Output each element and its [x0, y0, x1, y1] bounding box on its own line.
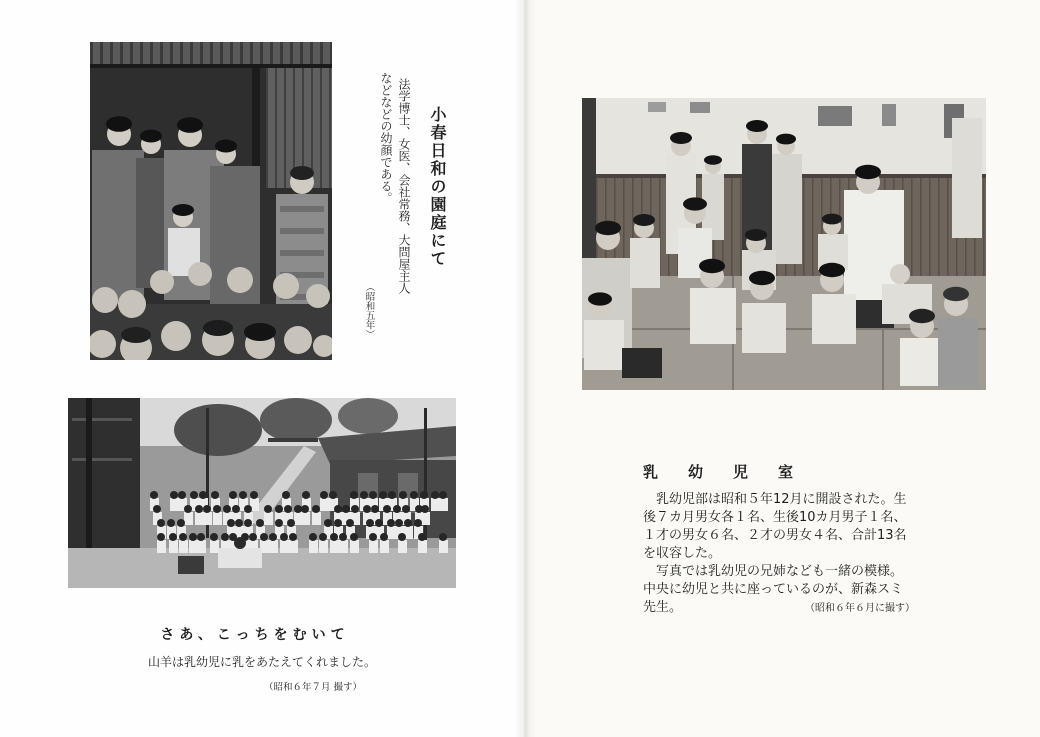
child-clothes: [264, 512, 273, 525]
figure-body: [844, 190, 904, 300]
nursery-caption-line: 中央に幼児と共に座っているのが、新森スミ: [643, 582, 904, 597]
roof-tile-gap: [280, 42, 283, 66]
tree: [174, 404, 262, 456]
child-head: [260, 533, 268, 541]
tree: [338, 398, 398, 434]
lattice-bar: [320, 68, 322, 188]
child-head: [287, 519, 295, 527]
child-head: [195, 505, 203, 513]
child-clothes: [319, 540, 328, 553]
child-head: [227, 267, 253, 293]
child-head: [284, 326, 312, 354]
kimono-pattern: [280, 250, 324, 256]
curtain: [952, 118, 982, 238]
child-head: [184, 505, 192, 513]
hair: [683, 197, 707, 210]
plank-seam: [812, 176, 814, 276]
child-head: [329, 491, 337, 499]
roof-tile-gap: [110, 42, 113, 66]
roof-tile-gap: [270, 42, 273, 66]
child-clothes: [421, 512, 430, 525]
hair: [745, 229, 767, 241]
hair: [943, 287, 969, 301]
child-head: [213, 505, 221, 513]
figure-body: [772, 154, 802, 264]
child-head: [280, 533, 288, 541]
baby-face: [890, 264, 910, 284]
bottom-caption-date: （昭和６年７月 撮す）: [264, 682, 363, 693]
roof-tile-gap: [250, 42, 253, 66]
lattice-bar: [329, 68, 331, 188]
figure-body: [690, 288, 736, 344]
nursery-caption-title: 乳幼児室: [643, 463, 824, 481]
hair: [749, 271, 775, 285]
seated-adult: [218, 548, 262, 568]
roof-tile-gap: [140, 42, 143, 66]
book-gutter: [514, 0, 536, 737]
kimono-pattern: [280, 228, 324, 234]
child-head: [399, 491, 407, 499]
child-head: [402, 505, 410, 513]
child-head: [294, 505, 302, 513]
child-clothes: [431, 498, 440, 511]
hair: [172, 204, 194, 216]
child-head: [239, 491, 247, 499]
roof-tile-gap: [130, 42, 133, 66]
child-head: [199, 491, 207, 499]
child-head: [232, 505, 240, 513]
eave-edge: [90, 64, 332, 68]
child-head: [334, 505, 342, 513]
child-clothes: [330, 540, 339, 553]
hair: [746, 120, 768, 132]
child-head: [395, 519, 403, 527]
plank-seam: [938, 176, 940, 276]
hair: [121, 327, 151, 343]
child-head: [388, 491, 396, 499]
top-caption-line: などなどの幼顔である。: [379, 72, 393, 204]
building-beam: [72, 418, 132, 421]
roof-tile-gap: [200, 42, 203, 66]
child-clothes: [170, 498, 179, 511]
child-head: [197, 533, 205, 541]
wall-picture: [690, 102, 710, 113]
hair: [290, 166, 314, 180]
child-head: [161, 321, 191, 351]
plank-seam: [740, 176, 742, 276]
child-head: [153, 505, 161, 513]
child-clothes: [339, 540, 348, 553]
hair: [909, 309, 935, 323]
figure-body: [812, 294, 856, 344]
roof-tile-gap: [160, 42, 163, 66]
nursery-caption-line: １才の男女６名、２才の男女４名、合計13名: [643, 528, 907, 543]
roof-tile-gap: [290, 42, 293, 66]
child-clothes: [189, 540, 198, 553]
hair: [704, 155, 722, 165]
child-clothes: [197, 540, 206, 553]
roof-tile-gap: [240, 42, 243, 66]
nursery-caption-line: 乳幼児部は昭和５年12月に開設された。生: [643, 492, 907, 507]
toy-animal: [622, 348, 662, 378]
child-head: [273, 273, 299, 299]
roof-tile-gap: [190, 42, 193, 66]
child-head: [150, 270, 174, 294]
roof-tile-gap: [90, 42, 93, 66]
plank-seam: [947, 176, 949, 276]
wall-picture: [882, 104, 896, 126]
slide-rail: [268, 438, 318, 442]
child-head: [244, 519, 252, 527]
child-head: [309, 533, 317, 541]
child-head: [369, 533, 377, 541]
roof-tile-gap: [260, 42, 263, 66]
child-head: [302, 491, 310, 499]
child-head: [366, 519, 374, 527]
photo-playground-image: [68, 398, 456, 588]
wall-picture: [648, 102, 666, 112]
child-head: [360, 491, 368, 499]
child-head: [420, 491, 428, 499]
hair: [822, 214, 842, 225]
hair: [177, 117, 203, 133]
child-clothes: [269, 540, 278, 553]
hair: [670, 132, 692, 144]
child-head: [380, 533, 388, 541]
child-head: [346, 519, 354, 527]
child-head: [404, 519, 412, 527]
child-head: [379, 491, 387, 499]
child-head: [284, 505, 292, 513]
hair: [633, 214, 655, 226]
child-head: [371, 505, 379, 513]
roof-tile-gap: [120, 42, 123, 66]
child-clothes: [398, 540, 407, 553]
child-clothes: [387, 526, 396, 539]
child-head: [320, 491, 328, 499]
child-head: [439, 533, 447, 541]
child-head: [289, 533, 297, 541]
top-caption-date: （昭和五年）: [363, 282, 375, 339]
child-head: [312, 505, 320, 513]
child-head: [178, 491, 186, 499]
hair: [855, 165, 881, 179]
child-clothes: [195, 512, 204, 525]
roof-tile-gap: [170, 42, 173, 66]
child-head: [235, 519, 243, 527]
roof-tile-gap: [330, 42, 332, 66]
figure-body: [742, 303, 786, 353]
roof-tile-gap: [230, 42, 233, 66]
child-head: [334, 519, 342, 527]
hair: [244, 323, 276, 341]
kimono-pattern: [280, 206, 324, 212]
child-head: [387, 519, 395, 527]
nursery-caption-line: 先生。: [643, 600, 683, 615]
child-head: [342, 505, 350, 513]
child-head: [375, 519, 383, 527]
nursery-caption-last-line: [643, 599, 915, 618]
child-head: [264, 505, 272, 513]
child-head: [306, 284, 330, 308]
child-head: [118, 290, 146, 318]
child-clothes: [320, 498, 329, 511]
child-head: [177, 519, 185, 527]
child-head: [410, 491, 418, 499]
lattice-bar: [275, 68, 277, 188]
child-clothes: [350, 540, 359, 553]
roof-tile-gap: [150, 42, 153, 66]
child-head: [211, 491, 219, 499]
roof-tile-gap: [300, 42, 303, 66]
hair: [588, 292, 612, 305]
plank-seam: [929, 176, 931, 276]
child-head: [363, 505, 371, 513]
child-clothes: [169, 540, 178, 553]
child-head: [275, 505, 283, 513]
child-head: [229, 491, 237, 499]
hair: [215, 140, 237, 153]
child-clothes: [380, 540, 389, 553]
hair: [776, 134, 796, 145]
pole: [424, 408, 427, 548]
child-head: [350, 491, 358, 499]
figure-body: [630, 238, 660, 288]
photo-garden-group: [90, 42, 332, 360]
child-clothes: [289, 540, 298, 553]
child-head: [269, 533, 277, 541]
lattice-bar: [284, 68, 286, 188]
child-clothes: [210, 540, 219, 553]
child-head: [167, 519, 175, 527]
child-clothes: [418, 540, 427, 553]
child-clothes: [301, 512, 310, 525]
child-clothes: [203, 512, 212, 525]
child-head: [210, 533, 218, 541]
child-head: [190, 491, 198, 499]
child-head: [150, 491, 158, 499]
child-head: [383, 505, 391, 513]
child-head: [256, 519, 264, 527]
child-head: [170, 491, 178, 499]
child-head: [330, 533, 338, 541]
child-head: [221, 533, 229, 541]
child-head: [418, 533, 426, 541]
nursery-caption-line: 写真では乳幼児の兄姉なども一緒の模様。: [643, 564, 904, 579]
roof-tile-gap: [220, 42, 223, 66]
child-head: [189, 533, 197, 541]
child-head: [188, 262, 212, 286]
child-head: [439, 491, 447, 499]
plank-seam: [803, 176, 805, 276]
top-caption-line: 法学博士、女医、会社常務、大問屋主人: [397, 78, 411, 294]
nursery-caption-line: を収容した。: [643, 546, 722, 561]
photo-garden-group-image: [90, 42, 332, 360]
child-head: [324, 519, 332, 527]
child-clothes: [369, 540, 378, 553]
child-head: [203, 505, 211, 513]
roof-tile-gap: [180, 42, 183, 66]
left-building: [68, 398, 140, 573]
child-head: [282, 491, 290, 499]
nursery-caption-body: [643, 491, 915, 618]
roof-tile-gap: [310, 42, 313, 66]
child-head: [169, 533, 177, 541]
bottom-caption-text: 山羊は乳幼児に乳をあたえてくれました。: [147, 655, 376, 669]
roof-tile-gap: [320, 42, 323, 66]
child-head: [223, 505, 231, 513]
child-head: [301, 505, 309, 513]
hair: [819, 263, 845, 277]
figure-body: [584, 320, 624, 370]
photo-nursery-room-image: [582, 98, 986, 390]
tree: [260, 398, 332, 442]
child-clothes: [439, 540, 448, 553]
plank-seam: [983, 176, 985, 276]
lattice-bar: [266, 68, 268, 188]
photo-nursery-room: [582, 98, 986, 390]
roof-tile-gap: [210, 42, 213, 66]
child-head: [414, 519, 422, 527]
child-head: [350, 533, 358, 541]
child-head: [369, 491, 377, 499]
building-beam: [72, 458, 132, 461]
adult-head: [234, 537, 246, 549]
child-head: [319, 533, 327, 541]
child-clothes: [184, 512, 193, 525]
hair: [699, 259, 725, 273]
photo-playground: [68, 398, 456, 588]
child-head: [421, 505, 429, 513]
child-head: [275, 519, 283, 527]
child-clothes: [157, 540, 166, 553]
plank-seam: [920, 176, 922, 276]
child-head: [157, 519, 165, 527]
child-head: [339, 533, 347, 541]
child-clothes: [179, 540, 188, 553]
hair: [595, 221, 621, 235]
child-clothes: [213, 512, 222, 525]
seated-child: [178, 556, 204, 574]
hair: [106, 116, 132, 132]
child-head: [351, 505, 359, 513]
child-clothes: [312, 512, 321, 525]
child-head: [92, 287, 118, 313]
child-head: [179, 533, 187, 541]
child-head: [393, 505, 401, 513]
child-head: [227, 519, 235, 527]
wall-picture: [818, 106, 852, 126]
child-head: [398, 533, 406, 541]
child-head: [250, 491, 258, 499]
child-head: [244, 505, 252, 513]
plank-seam: [731, 176, 733, 276]
child-clothes: [309, 540, 318, 553]
nursery-caption-line: 後７カ月男女各１名、生後10カ月男子１名、: [643, 510, 907, 525]
hair: [140, 130, 162, 143]
child-head: [157, 533, 165, 541]
figure-body: [938, 318, 978, 388]
child-clothes: [439, 498, 448, 511]
child-head: [431, 491, 439, 499]
hair: [203, 320, 233, 336]
nursery-caption-date: （昭和６年６月に撮す）: [805, 603, 915, 614]
top-caption-title: 小春日和の園庭にて: [428, 106, 447, 268]
plank-seam: [911, 176, 913, 276]
bottom-caption-title: さあ、こっちをむいて: [160, 627, 350, 643]
roof-tile-gap: [100, 42, 103, 66]
child-clothes: [280, 540, 289, 553]
child-head: [249, 533, 257, 541]
